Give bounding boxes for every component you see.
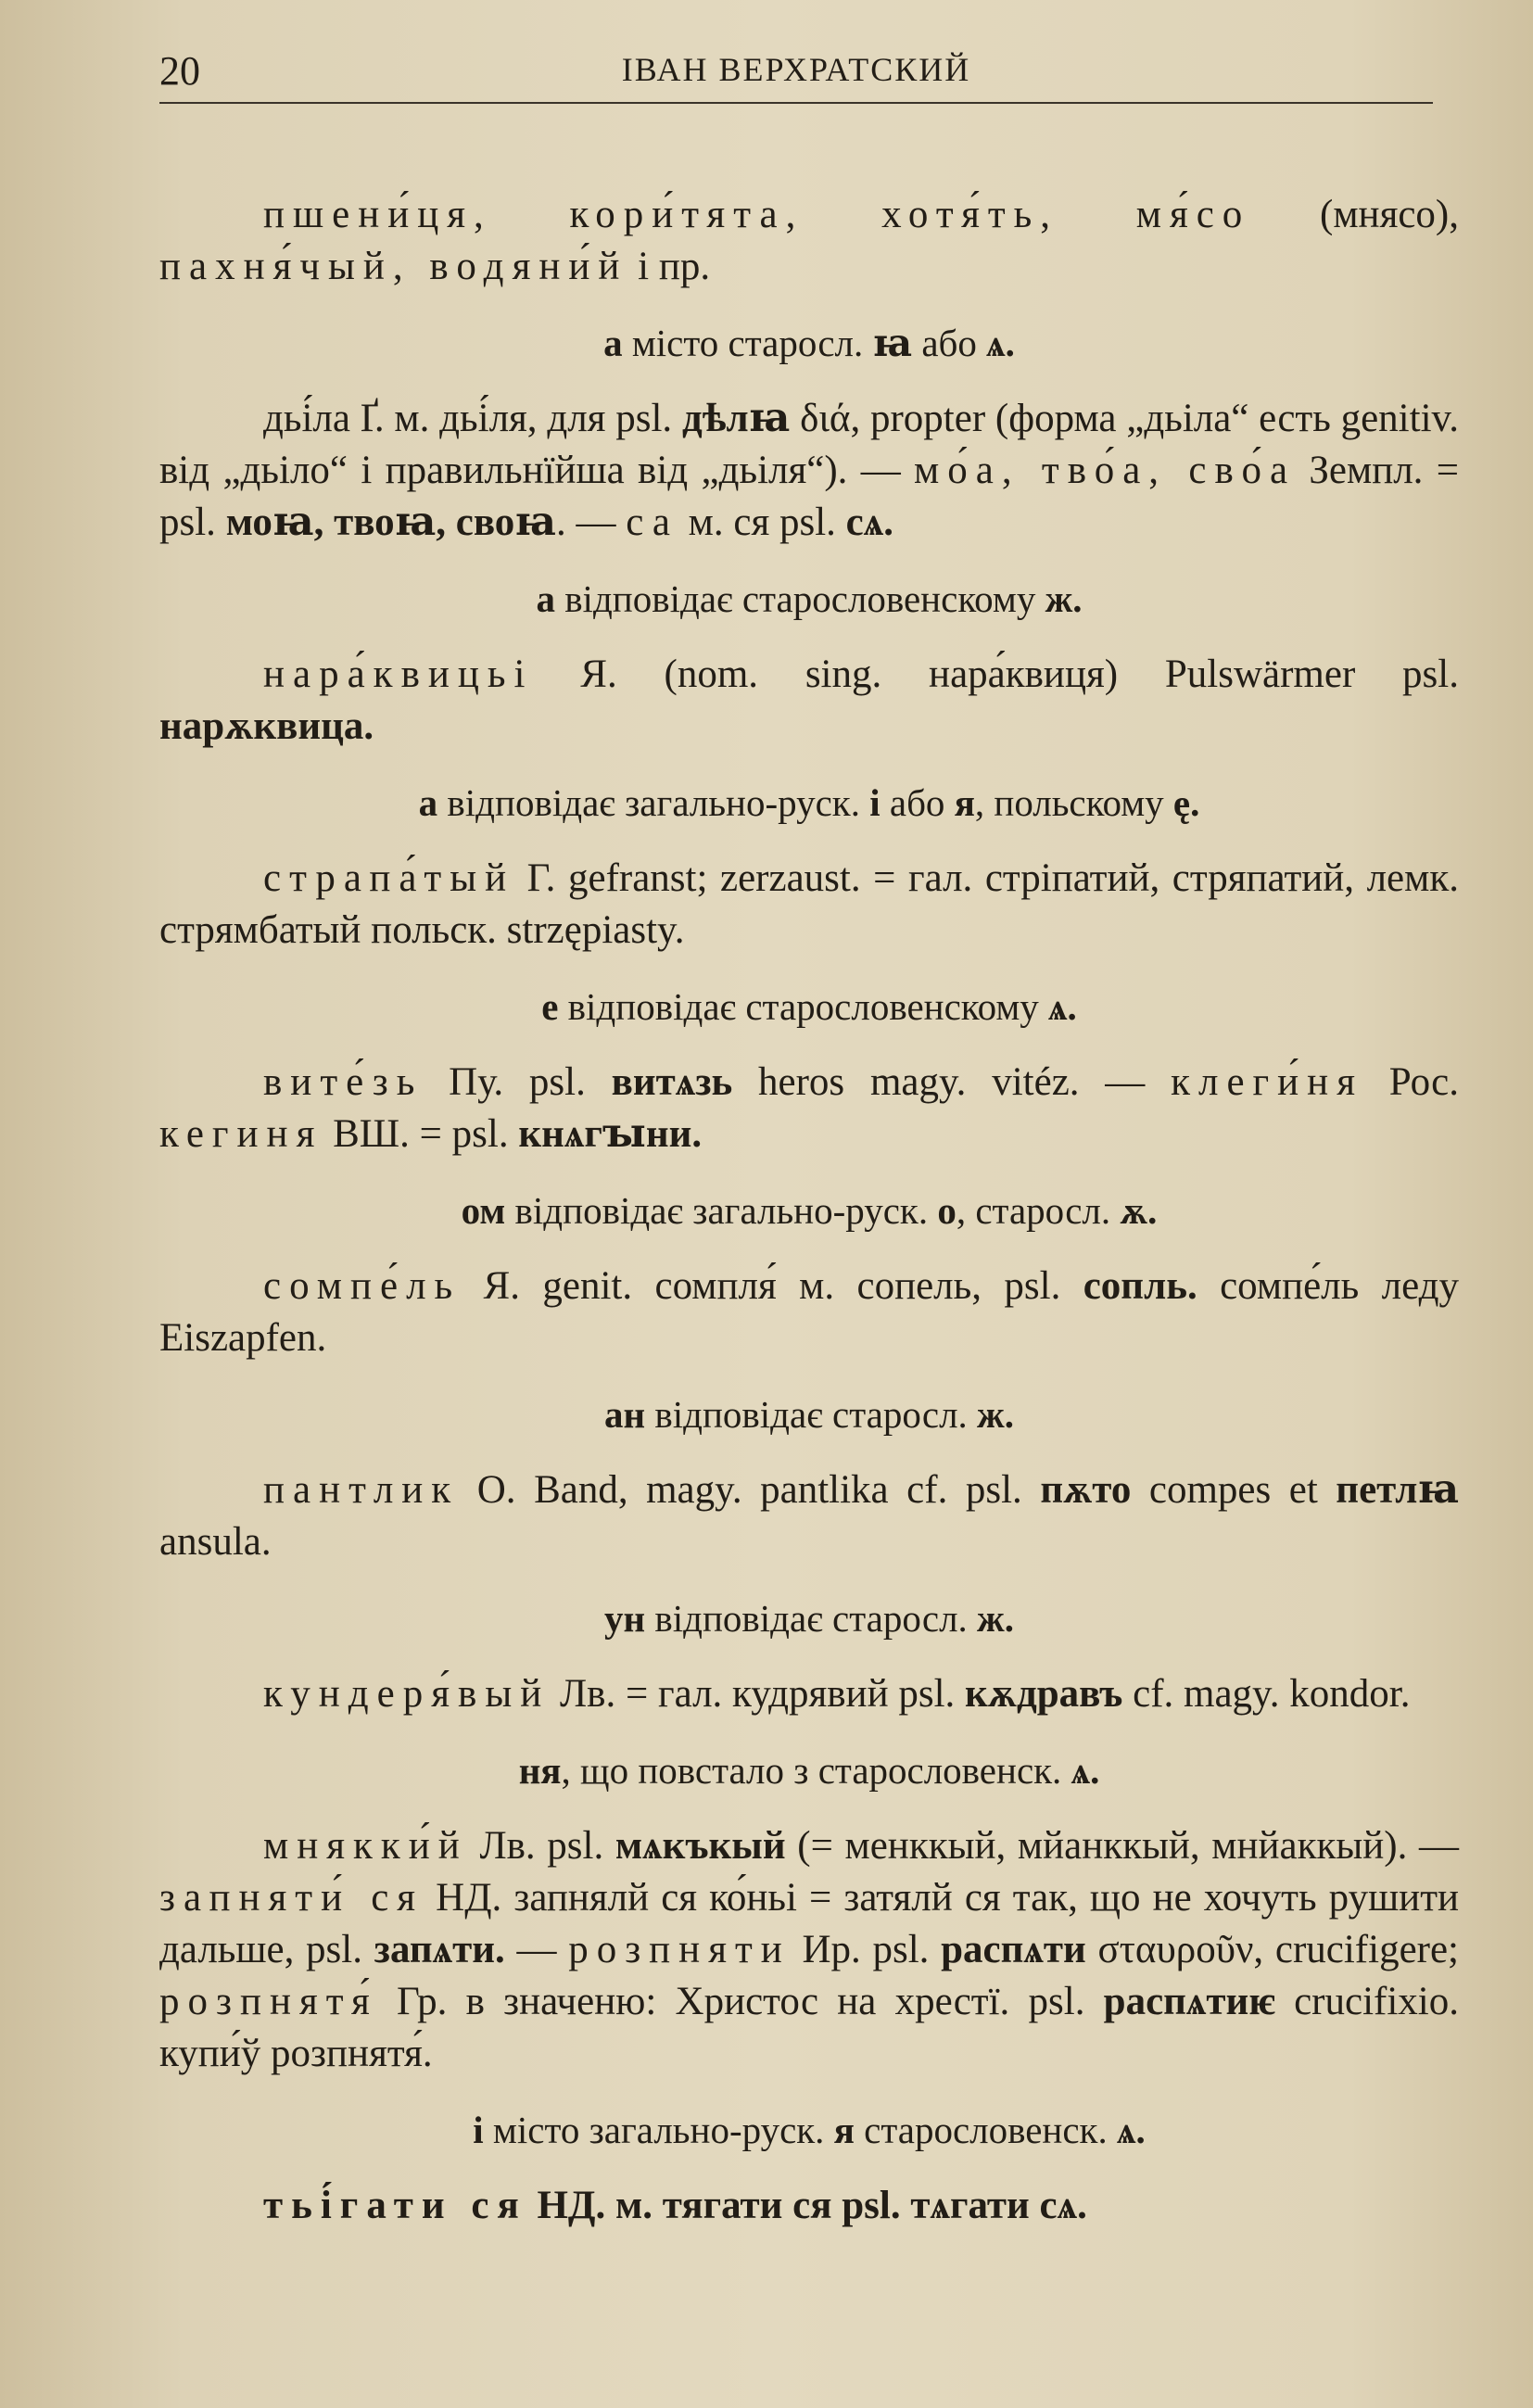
text: (мнясо), [1250, 193, 1459, 236]
text: НД. запнялй ся ко́ньі = затялй ся так, що не хочуть рушити дальше, psl. [159, 1876, 1459, 1971]
text: місто загально-руск. [483, 2109, 834, 2151]
running-head: ІВАН ВЕРХРАТСКИЙ [621, 51, 971, 88]
text: або [880, 781, 955, 824]
headword: запняти́ ся [159, 1876, 424, 1920]
page-header [159, 37, 1433, 104]
letter: ом [461, 1189, 506, 1232]
text: Я. genit. сомпля́ м. сопель, psl. [461, 1264, 1083, 1308]
letter: ня [518, 1749, 562, 1792]
section-rule [159, 981, 1459, 1033]
letter: ѧ. [1116, 2109, 1146, 2151]
text: відповідає загально-руск. [437, 781, 870, 824]
old-slavonic-word: дѣлꙗ [681, 397, 791, 440]
old-slavonic-word: сопль. [1083, 1264, 1197, 1308]
headword: мнякки́й [263, 1824, 468, 1868]
text: відповідає староcловенскому [558, 985, 1049, 1028]
letter: ꙗ [872, 322, 913, 364]
letter: я [954, 781, 975, 824]
entry-paragraph [159, 1820, 1459, 2080]
letter: а [418, 781, 438, 824]
old-slavonic-word: пѫто [1040, 1468, 1132, 1512]
old-slavonic-word: витѧзь [611, 1060, 733, 1104]
entry-paragraph [159, 1464, 1459, 1568]
page-body [159, 104, 1459, 2232]
letter: ę. [1172, 781, 1200, 824]
text: Ир. psl. [790, 1928, 942, 1971]
headword: клеги́ня [1171, 1060, 1363, 1104]
text: сомпе́ль леду Eiszapfen. [159, 1264, 1459, 1360]
old-slavonic-word: кнѧгꙑни. [518, 1112, 703, 1156]
old-slavonic-word: тѧгати сѧ. [910, 2184, 1087, 2227]
text: crucifixio. купи́ў розпнятя́. [159, 1980, 1459, 2075]
section-rule [159, 1185, 1459, 1236]
headword: тьі́гати ся [263, 2184, 527, 2227]
entry-paragraph [159, 1668, 1459, 1720]
text: відповідає староcловенскому [554, 577, 1045, 620]
page-number: 20 [159, 48, 200, 94]
entry-paragraph [159, 189, 1459, 293]
text: , старосл. [956, 1189, 1121, 1232]
letter: я [833, 2109, 855, 2151]
text: heros magy. vitéz. — [732, 1060, 1172, 1104]
headword: пахня́чый, водяни́й [159, 245, 628, 288]
section-rule [159, 777, 1459, 829]
text: відповідає загально-руск. [505, 1189, 938, 1232]
old-slavonic-word: распѧтиѥ [1103, 1980, 1275, 2023]
section-rule [159, 1388, 1459, 1440]
headword: пантлик [263, 1468, 460, 1512]
text: НД. м. тягати ся psl. [526, 2184, 911, 2227]
headword: кундеря́вый [263, 1672, 551, 1716]
text: Гр. в значеню: Христос на хрестї. psl. [377, 1980, 1104, 2023]
old-slavonic-word: нарѫквица. [159, 704, 374, 748]
letter: а [603, 322, 623, 364]
letter: ѧ. [1048, 985, 1077, 1028]
letter: е [541, 985, 559, 1028]
entry-paragraph [159, 649, 1459, 753]
old-slavonic-word: мѧкъкый [614, 1824, 786, 1868]
section-rule [159, 317, 1459, 369]
letter: ѫ. [1120, 1189, 1158, 1232]
section-rule [159, 1592, 1459, 1644]
text: Пу. psl. [423, 1060, 612, 1104]
section-rule [159, 573, 1459, 625]
entry-paragraph [159, 853, 1459, 957]
text: ansula. [159, 1520, 272, 1564]
text: cf. magy. kondor. [1122, 1672, 1411, 1716]
old-slavonic-word: моꙗ, твоꙗ, своꙗ [225, 501, 556, 544]
text: , польскому [974, 781, 1173, 824]
text: О. Band, magy. pantlika cf. psl. [459, 1468, 1041, 1512]
letter: а [536, 577, 555, 620]
text: . — [555, 501, 627, 544]
entry-paragraph [159, 393, 1459, 549]
headword: са [626, 501, 678, 544]
text: compes et [1131, 1468, 1337, 1512]
text: (= менккый, мйанккый, мнйаккый). — [785, 1824, 1459, 1868]
letter: ѧ. [986, 322, 1015, 364]
section-rule [159, 2104, 1459, 2156]
text: або [912, 322, 987, 364]
text: і пр. [627, 245, 711, 288]
text: місто старосл. [622, 322, 873, 364]
text: Г. gefranst; zerzaust. = гал. стріпатий, стряпатий, лемк. стрямбатый польск. strzępiasty. [159, 856, 1459, 952]
entry-paragraph [159, 2180, 1459, 2232]
old-slavonic-word: сѧ. [845, 501, 894, 544]
text: відповідає старосл. [645, 1597, 978, 1640]
headword: вите́зь [263, 1060, 424, 1104]
text: Земпл. = psl. [159, 449, 1459, 544]
text: дьі́ла Ґ. м. дьі́ля, для psl. [263, 397, 682, 440]
text: , що повстало з староcловенск. [561, 1749, 1071, 1792]
entry-paragraph [159, 1261, 1459, 1364]
old-slavonic-word: запѧти. [374, 1928, 505, 1971]
section-rule [159, 1744, 1459, 1796]
old-slavonic-word: петлꙗ [1336, 1468, 1459, 1512]
headword: пшени́ця, кори́тята, хотя́ть, мя́со [263, 193, 1251, 236]
old-slavonic-word: кѫдравъ [965, 1672, 1123, 1716]
headword: розпняти [568, 1928, 791, 1971]
headword: сомпе́ль [263, 1264, 462, 1308]
text: διά, propter (форма „дьіла“ есть genitiv. від „дьіло“ і правильнїйша від „дьіля“). — [159, 397, 1459, 492]
headword: страпа́тый [263, 856, 515, 900]
text: σταυροῦν, crucifigere; [1085, 1928, 1459, 1971]
letter: і [869, 781, 881, 824]
letter: ж. [977, 1393, 1015, 1436]
text: Лв. psl. [467, 1824, 615, 1868]
letter: о [937, 1189, 957, 1232]
letter: ж. [1045, 577, 1083, 620]
letter: ан [603, 1393, 646, 1436]
letter: ж. [977, 1597, 1015, 1640]
text: староcловенск. [854, 2109, 1117, 2151]
headword: мо́а, тво́а, сво́а [914, 449, 1297, 492]
headword: розпнятя́ [159, 1980, 378, 2023]
headword: кегиня [159, 1112, 323, 1156]
entry-paragraph [159, 1057, 1459, 1160]
text: м. ся psl. [678, 501, 846, 544]
text: відповідає старосл. [645, 1393, 978, 1436]
letter: ун [603, 1597, 646, 1640]
headword: нара́квицьі [263, 653, 534, 696]
letter: ѧ. [1071, 1749, 1100, 1792]
old-slavonic-word: распѧти [941, 1928, 1086, 1971]
text: Я. (nom. sing. нара́квиця) Pulswärmer psl. [533, 653, 1459, 696]
letter: і [473, 2109, 484, 2151]
text: — [504, 1928, 569, 1971]
text: Лв. = гал. кудрявий psl. [550, 1672, 966, 1716]
text: Рос. [1362, 1060, 1459, 1104]
text: ВШ. = psl. [323, 1112, 519, 1156]
